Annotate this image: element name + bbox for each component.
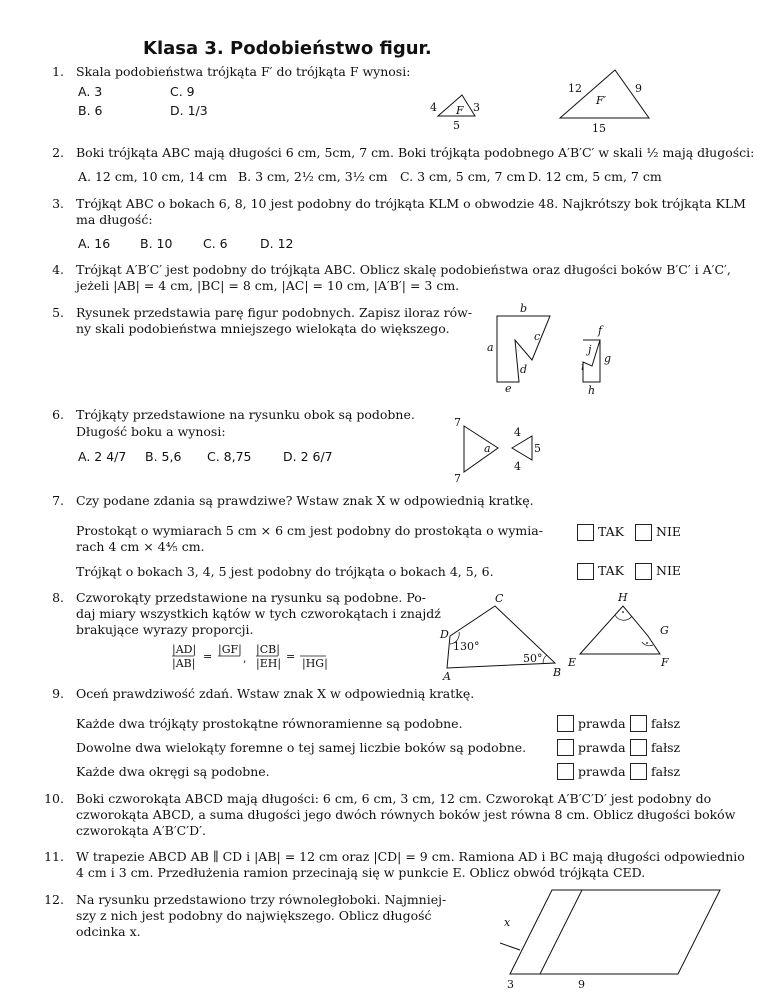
q1-option-d: D. 1/3	[170, 103, 208, 118]
q5-label-c: c	[534, 330, 541, 343]
q10-line3: czworokąta A′B′C′D′.	[76, 823, 206, 838]
q5-label-d: d	[520, 363, 528, 376]
q2-option-b: B. 3 cm, 2½ cm, 3½ cm	[238, 169, 388, 184]
q9-s2: Dowolne dwa wielokąty foremne o tej samej liczbie boków są podobne.	[76, 740, 527, 755]
q9-s3-prawda-label: prawda	[578, 764, 626, 779]
q8-frac1-num: |AD|	[172, 643, 197, 656]
q9-s2-prawda-checkbox[interactable]	[557, 739, 574, 756]
q9-s1-falsz-label: fałsz	[651, 716, 681, 731]
q1-small-left: 4	[430, 101, 437, 114]
q7-text: Czy podane zdania są prawdziwe? Wstaw znak X w odpowiednią kratkę.	[76, 493, 534, 508]
q7-number: 7.	[52, 493, 64, 508]
q2-option-a: A. 12 cm, 10 cm, 14 cm	[78, 169, 228, 184]
q5-label-h: h	[588, 384, 596, 397]
q7-s1-nie-label: NIE	[656, 524, 681, 539]
q5-label-f: f	[598, 324, 603, 337]
q6-option-b: B. 5,6	[145, 449, 182, 464]
q4-line1: Trójkąt A′B′C′ jest podobny do trójkąta ABC. Oblicz skalę podobieństwa oraz długości boków B′C′ i A′C′,	[76, 262, 731, 277]
q12-line3: odcinka x.	[76, 924, 141, 939]
q9-s2-falsz-label: fałsz	[651, 740, 681, 755]
q8-label-H: H	[618, 591, 628, 604]
q5-figure	[470, 300, 630, 400]
q7-s1-line2: rach 4 cm × 4⅘ cm.	[76, 539, 205, 554]
q6-label-5: 5	[534, 442, 541, 455]
q8-label-B: B	[553, 666, 562, 679]
q9-number: 9.	[52, 686, 64, 701]
q9-s3-falsz-label: fałsz	[651, 764, 681, 779]
q3-option-a: A. 16	[78, 236, 111, 251]
q7-s1-tak-label: TAK	[598, 524, 625, 539]
q12-label-x: x	[504, 916, 511, 929]
q11-line2: 4 cm i 3 cm. Przedłużenia ramion przecinają się w punkcie E. Oblicz obwód trójkąta CED.	[76, 865, 646, 880]
q7-s2-nie-label: NIE	[656, 563, 681, 578]
q8-frac4-den: |HG|	[302, 657, 328, 670]
q5-number: 5.	[52, 305, 64, 320]
q7-s1-nie-checkbox[interactable]	[635, 524, 652, 541]
q3-option-d: D. 12	[260, 236, 294, 251]
q8-frac1-den: |AB|	[172, 657, 196, 670]
q3-line1: Trójkąt ABC o bokach 6, 8, 10 jest podobny do trójkąta KLM o obwodzie 48. Najkrótszy bok trójkąta KLM	[76, 196, 746, 211]
q9-s3-prawda-checkbox[interactable]	[557, 763, 574, 780]
q6-option-c: C. 8,75	[207, 449, 252, 464]
q9-s1-falsz-checkbox[interactable]	[630, 715, 647, 732]
q6-line1: Trójkąty przedstawione na rysunku obok są podobne.	[76, 407, 415, 422]
q5-line2: ny skali podobieństwa mniejszego wielokąta do większego.	[76, 321, 450, 336]
svg-text:=: =	[203, 650, 213, 663]
q4-number: 4.	[52, 262, 64, 277]
q5-label-e: e	[505, 382, 512, 395]
q7-s2: Trójkąt o bokach 3, 4, 5 jest podobny do trójkąta o bokach 4, 5, 6.	[76, 564, 494, 579]
q1-option-a: A. 3	[78, 84, 103, 99]
page-title: Klasa 3. Podobieństwo figur.	[143, 38, 432, 59]
q12-line1: Na rysunku przedstawiono trzy równoległoboki. Najmniej-	[76, 892, 447, 907]
q9-s3-falsz-checkbox[interactable]	[630, 763, 647, 780]
q8-label-E: E	[568, 656, 577, 669]
q8-frac3-den: |EH|	[256, 657, 282, 670]
q8-label-C: C	[495, 592, 504, 605]
q5-label-i: i	[581, 360, 585, 373]
q3-option-c: C. 6	[203, 236, 228, 251]
q8-frac3-num: |CB|	[256, 643, 280, 656]
q10-line1: Boki czworokąta ABCD mają długości: 6 cm, 6 cm, 3 cm, 12 cm. Czworokąt A′B′C′D′ jest podobny do	[76, 791, 712, 806]
q9-text: Oceń prawdziwość zdań. Wstaw znak X w odpowiednią kratkę.	[76, 686, 475, 701]
q1-text: Skala podobieństwa trójkąta F′ do trójkąta F wynosi:	[76, 64, 411, 79]
q2-text: Boki trójkąta ABC mają długości 6 cm, 5cm, 7 cm. Boki trójkąta podobnego A′B′C′ w skali ½ mają długości:	[76, 145, 755, 160]
q6-label-4top: 4	[514, 426, 521, 439]
q1-option-b: B. 6	[78, 103, 103, 118]
q5-line1: Rysunek przedstawia parę figur podobnych. Zapisz iloraz rów-	[76, 305, 473, 320]
q7-s2-nie-checkbox[interactable]	[635, 563, 652, 580]
q3-line2: ma długość:	[76, 212, 153, 227]
svg-text:,: ,	[243, 652, 247, 665]
q12-label-3: 3	[507, 978, 514, 991]
q1-big-name: F′	[596, 94, 607, 107]
q3-number: 3.	[52, 196, 64, 211]
q6-label-top7: 7	[454, 416, 461, 429]
q8-line2: daj miary wszystkich kątów w tych czworokątach i znajdź	[76, 606, 441, 621]
q9-s2-prawda-label: prawda	[578, 740, 626, 755]
q9-s2-falsz-checkbox[interactable]	[630, 739, 647, 756]
q12-number: 12.	[44, 892, 64, 907]
q3-option-b: B. 10	[140, 236, 173, 251]
q2-number: 2.	[52, 145, 64, 160]
q2-option-d: D. 12 cm, 5 cm, 7 cm	[528, 169, 662, 184]
q12-figure	[490, 886, 730, 992]
q1-small-bottom: 5	[453, 119, 460, 132]
q1-number: 1.	[52, 64, 64, 79]
q8-angle-130: 130°	[453, 640, 480, 653]
q8-line3: brakujące wyrazy proporcji.	[76, 622, 254, 637]
q7-s1-tak-checkbox[interactable]	[577, 524, 594, 541]
q11-line1: W trapezie ABCD AB ∥ CD i |AB| = 12 cm oraz |CD| = 9 cm. Ramiona AD i BC mają długości odpowiednio	[76, 849, 745, 864]
q1-big-right: 9	[635, 82, 642, 95]
q1-option-c: C. 9	[170, 84, 195, 99]
q12-line2: szy z nich jest podobny do największego. Oblicz długość	[76, 908, 432, 923]
q10-number: 10.	[44, 791, 64, 806]
q8-figure	[435, 590, 675, 680]
q8-proportion	[160, 640, 360, 672]
q9-s3: Każde dwa okręgi są podobne.	[76, 764, 270, 779]
q9-s1: Każde dwa trójkąty prostokątne równoramienne są podobne.	[76, 716, 463, 731]
q7-s2-tak-label: TAK	[598, 563, 625, 578]
q11-number: 11.	[44, 849, 64, 864]
q1-big-left: 12	[568, 82, 582, 95]
q8-number: 8.	[52, 590, 64, 605]
q8-frac2-num: |GF|	[218, 643, 242, 656]
q8-label-F: F	[661, 656, 669, 669]
q12-label-9: 9	[578, 978, 585, 991]
q6-option-d: D. 2 6/7	[283, 449, 333, 464]
q5-label-g: g	[604, 352, 612, 365]
q6-number: 6.	[52, 407, 64, 422]
q1-big-bottom: 15	[592, 122, 606, 135]
q6-label-a: a	[484, 442, 491, 455]
q6-line2: Długość boku a wynosi:	[76, 424, 226, 439]
q8-label-D: D	[440, 628, 449, 641]
q8-label-A: A	[443, 670, 451, 680]
q5-label-b: b	[520, 302, 528, 315]
q7-s1-line1: Prostokąt o wymiarach 5 cm × 6 cm jest podobny do prostokąta o wymia-	[76, 523, 543, 538]
q1-small-right: 3	[473, 101, 480, 114]
q6-label-bottom7: 7	[454, 472, 461, 484]
q9-s1-prawda-label: prawda	[578, 716, 626, 731]
q8-line1: Czworokąty przedstawione na rysunku są podobne. Po-	[76, 590, 427, 605]
q7-s2-tak-checkbox[interactable]	[577, 563, 594, 580]
q5-label-j: j	[588, 343, 592, 356]
q10-line2: czworokąta ABCD, a suma długości jego dwóch równych boków jest równa 8 cm. Oblicz długości boków	[76, 807, 736, 822]
q1-small-name: F	[456, 104, 464, 117]
q8-angle-50: 50°	[523, 652, 543, 665]
q8-label-G: G	[660, 624, 669, 637]
q6-option-a: A. 2 4/7	[78, 449, 127, 464]
q4-line2: jeżeli |AB| = 4 cm, |BC| = 8 cm, |AC| = 10 cm, |A′B′| = 3 cm.	[76, 278, 460, 293]
q6-label-4bottom: 4	[514, 460, 521, 473]
q1-figure	[420, 62, 680, 140]
q5-label-a: a	[487, 341, 494, 354]
svg-text:=: =	[286, 650, 296, 663]
q9-s1-prawda-checkbox[interactable]	[557, 715, 574, 732]
q6-figure	[440, 408, 560, 484]
q2-option-c: C. 3 cm, 5 cm, 7 cm	[400, 169, 526, 184]
